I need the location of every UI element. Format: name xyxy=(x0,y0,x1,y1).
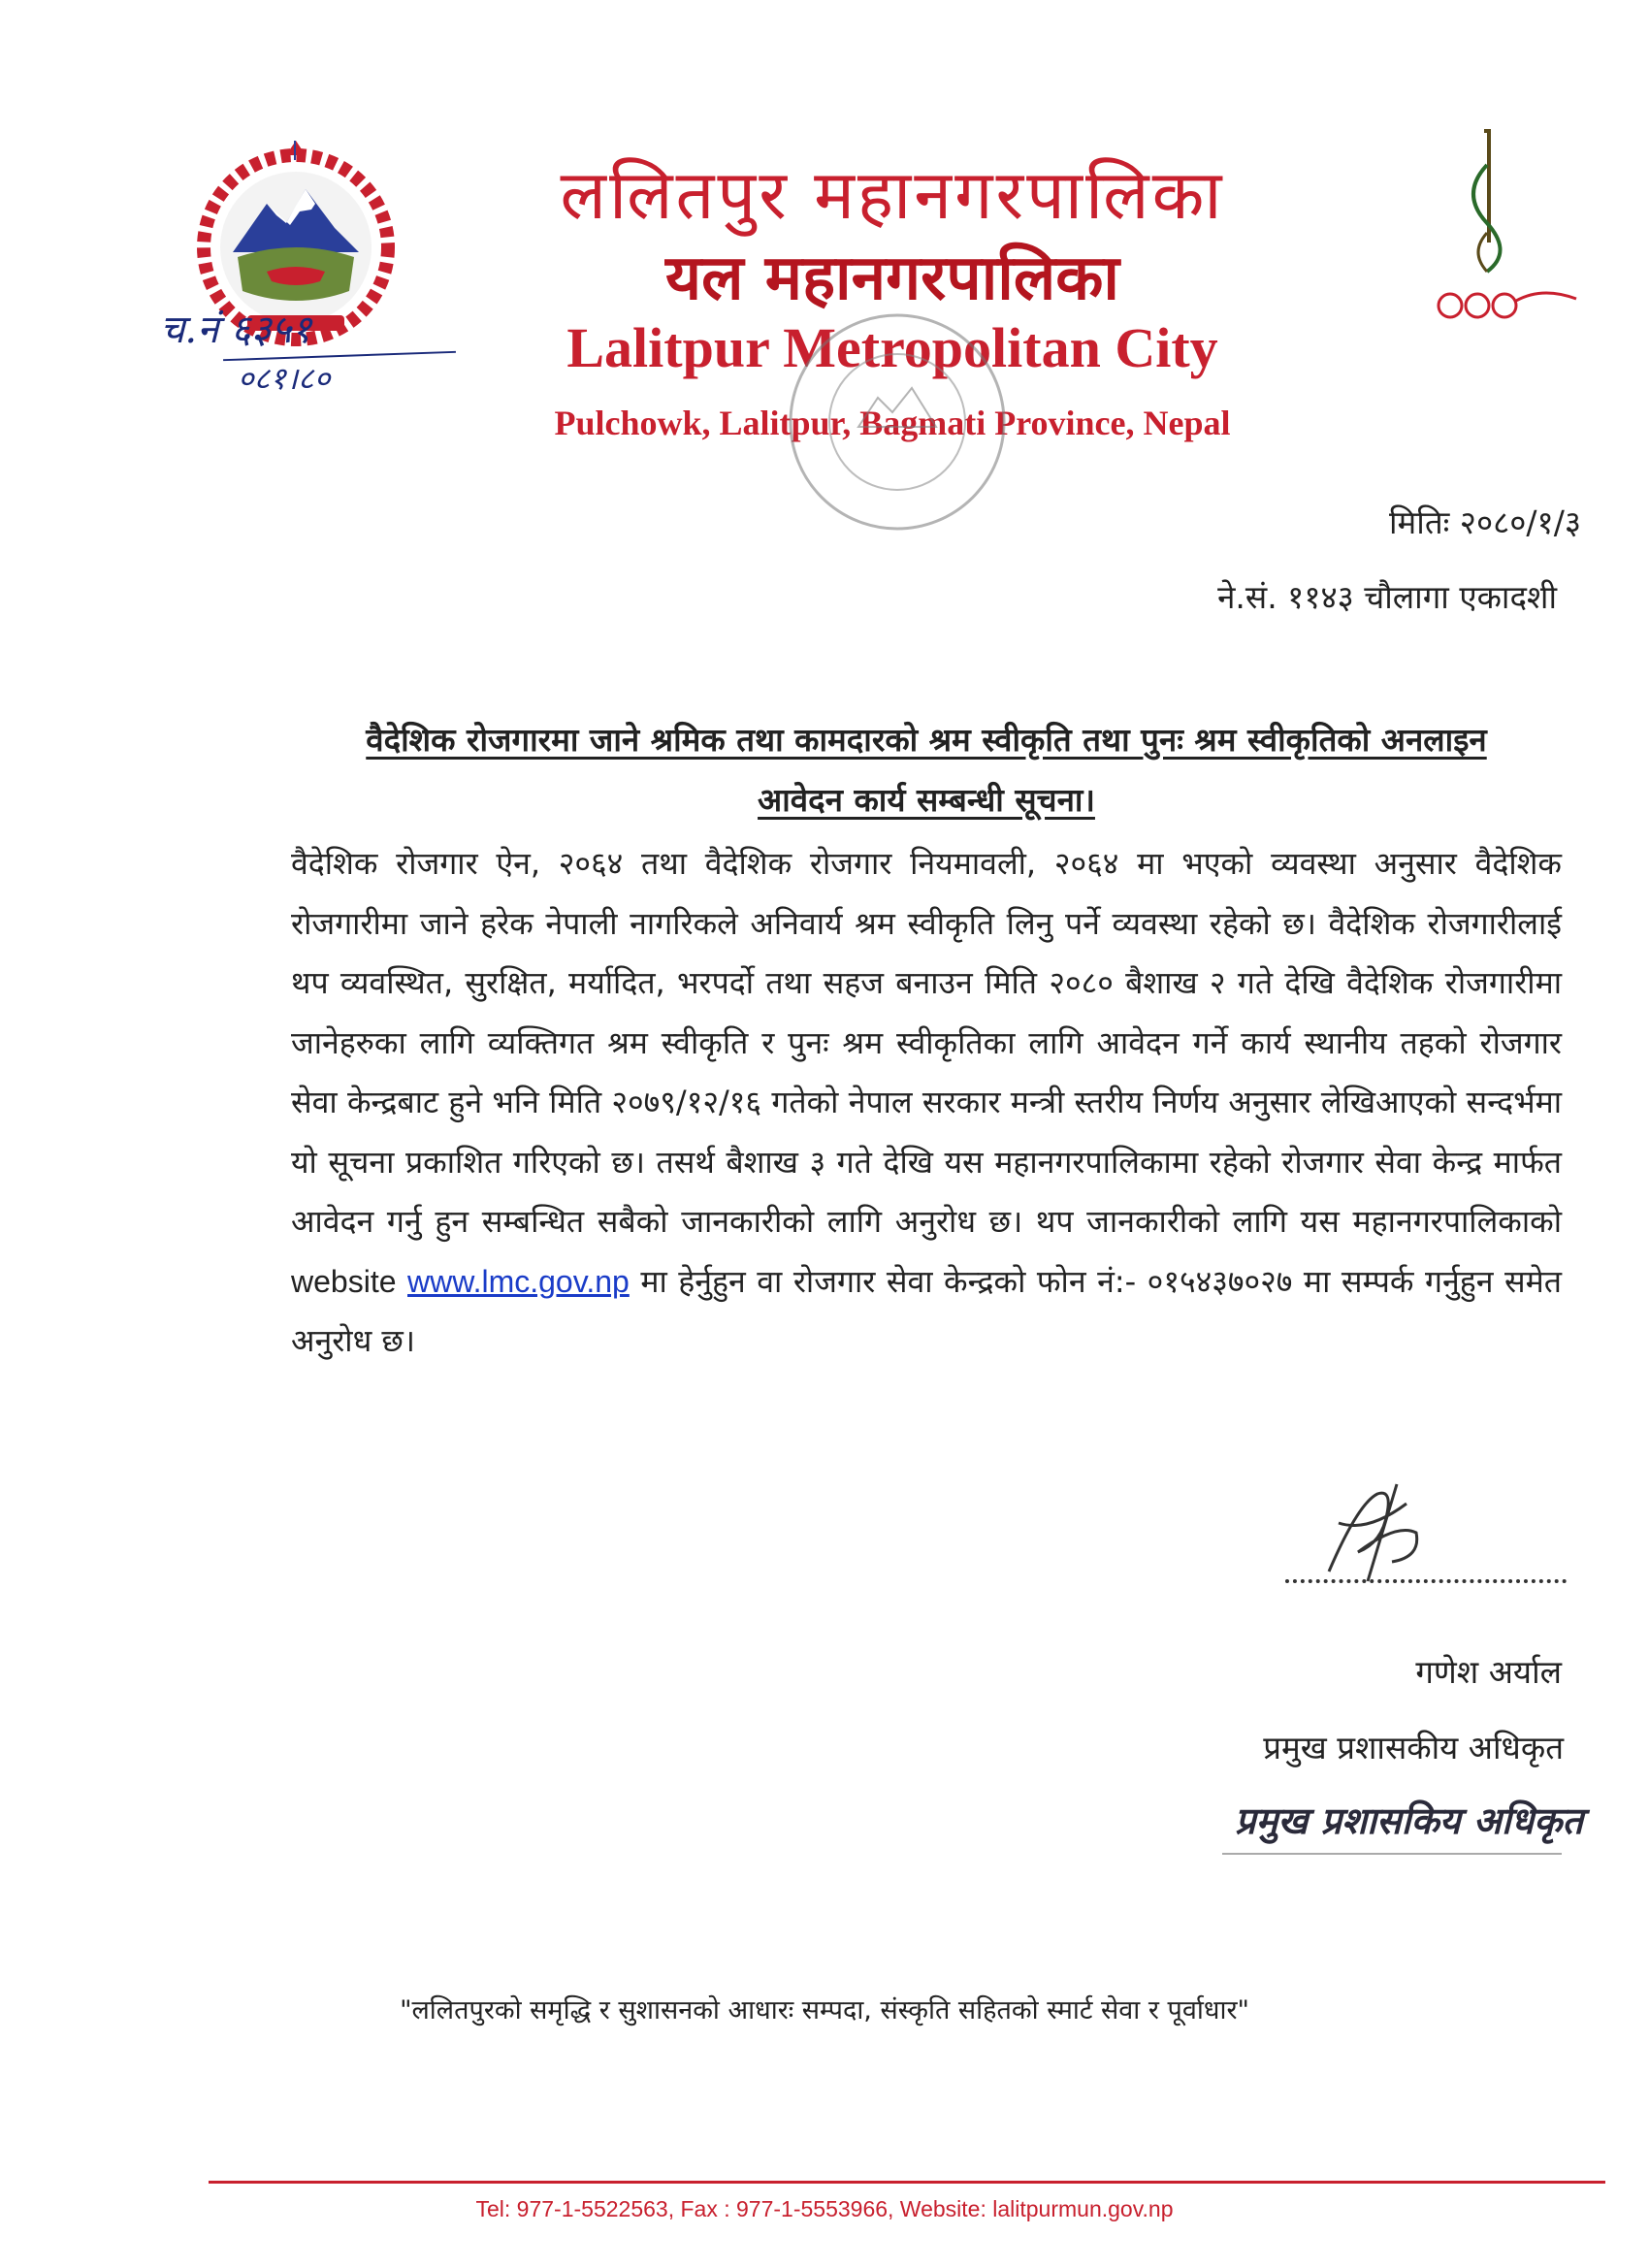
signatory-title: प्रमुख प्रशासकीय अधिकृत xyxy=(1263,1729,1564,1766)
signatory-name: गणेश अर्याल xyxy=(1415,1653,1562,1691)
letter-date: मितिः २०८०/१/३ xyxy=(1389,503,1581,541)
subject-line-2: आवेदन कार्य सम्बन्धी सूचना। xyxy=(758,781,1095,819)
header-title-nepali: ललितपुर महानगरपालिका xyxy=(560,155,1225,235)
signature-dotted-line xyxy=(1285,1579,1567,1583)
subject-line-1: वैदेशिक रोजगारमा जाने श्रमिक तथा कामदारको श्रम स्वीकृति तथा पुनः श्रम स्वीकृतिको अनलाइन xyxy=(366,721,1487,759)
footer-divider xyxy=(209,2181,1605,2184)
website-link[interactable]: www.lmc.gov.np xyxy=(407,1263,630,1299)
office-stamp-icon xyxy=(776,301,1018,543)
signatory-rubber-stamp: प्रमुख प्रशासकिय अधिकृत xyxy=(1234,1799,1583,1842)
handwritten-reference-date: ०८१।८० xyxy=(238,360,331,397)
header-title-newari: यल महानगरपालिका xyxy=(665,242,1119,314)
stamp-underline xyxy=(1222,1853,1562,1855)
header-address: Pulchowk, Lalitpur, Bagmati Province, Nepal xyxy=(554,404,1231,442)
handwritten-reference-number: च.नं ६३५१ xyxy=(160,308,312,352)
nepal-samvat-date: ने.सं. ११४३ चौलागा एकादशी xyxy=(1217,578,1557,616)
header-title-english: Lalitpur Metropolitan City xyxy=(566,316,1218,379)
notice-body xyxy=(291,834,1562,1372)
body-text-part2: मा हेर्नुहुन वा रोजगार सेवा केन्द्रको फोन नं:- ०१५४३७०२७ मा सम्पर्क गर्नुहुन समेत अनुरोध छ। xyxy=(291,1262,1562,1359)
notice-subject xyxy=(291,710,1562,830)
body-text-part1: वैदेशिक रोजगार ऐन, २०६४ तथा वैदेशिक रोजगार नियमावली, २०६४ मा भएको व्यवस्था अनुसार वैदेशिक रोजगारीमा जाने हरेक नेपाली नागरिकले अनिवार्य श्रम स्वीकृति लिनु पर्ने व्यवस्था रहेको छ। वैदेशिक रोजगारीलाई थप व्यवस्थित, सुरक्षित, मर्यादित, भरपर्दो तथा सहज बनाउन मिति २०८० बैशाख २ गते देखि वैदेशिक रोजगारीमा जानेहरुका लागि व्यक्तिगत श्रम स्वीकृति र पुनः श्रम स्वीकृतिका लागि आवेदन गर्ने कार्य स्थानीय तहको रोजगार सेवा केन्द्रबाट हुने भनि मिति २०७९/१२/१६ गतेको नेपाल सरकार मन्त्री स्तरीय निर्णय अनुसार लेखिआएको सन्दर्भमा यो सूचना प्रकाशित गरिएको छ। तसर्थ बैशाख ३ गते देखि यस महानगरपालिकामा रहेको रोजगार सेवा केन्द्र मार्फत आवेदन गर्नु हुन सम्बन्धित सबैको जानकारीको लागि अनुरोध छ। थप जानकारीको लागि यस महानगरपालिकाको xyxy=(291,845,1562,1240)
body-website-word: website xyxy=(291,1263,397,1299)
footer-contact: Tel: 977-1-5522563, Fax : 977-1-5553966, Website: lalitpurmun.gov.np xyxy=(475,2196,1174,2221)
city-motto: "ललितपुरको समृद्धि र सुशासनको आधारः सम्पदा, संस्कृति सहितको स्मार्ट सेवा र पूर्वाधार" xyxy=(400,1995,1249,2025)
city-logo-icon xyxy=(1421,126,1586,320)
